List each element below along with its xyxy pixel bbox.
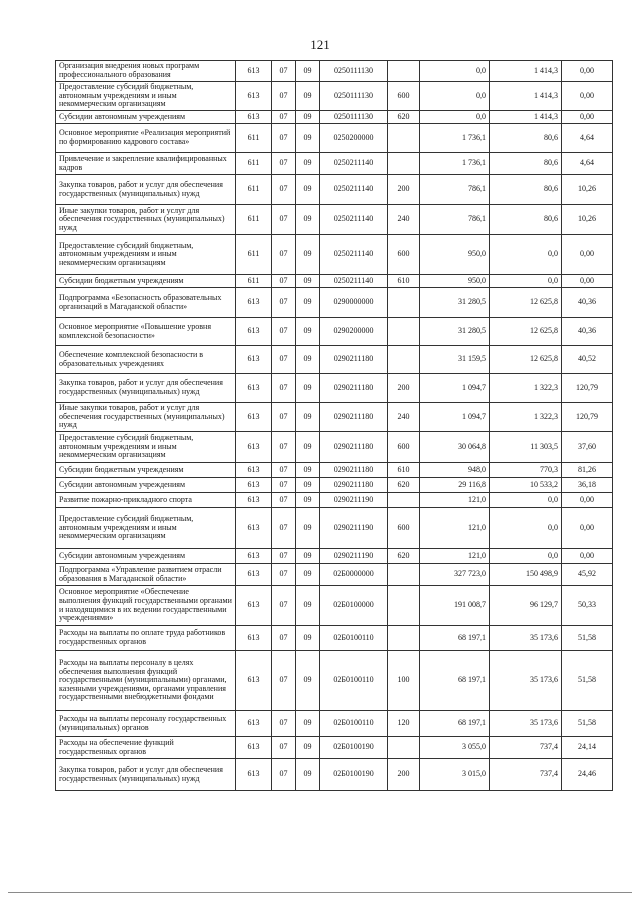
row-percent: 40,36	[562, 318, 613, 346]
table-row	[56, 175, 613, 205]
row-razdel: 07	[272, 346, 296, 374]
row-name: Субсидии автономным учреждениям	[56, 549, 236, 564]
row-vedomstvo: 613	[236, 508, 272, 549]
row-razdel: 07	[272, 61, 296, 82]
table-row	[56, 626, 613, 651]
row-podrazdel: 09	[296, 463, 320, 478]
row-podrazdel: 09	[296, 275, 320, 288]
row-name: Расходы на выплаты персоналу государственных (муниципальных) органов	[56, 711, 236, 737]
row-vid-rashodov: 600	[388, 235, 420, 275]
scan-edge-line	[8, 892, 632, 893]
row-vedomstvo: 613	[236, 586, 272, 626]
row-vedomstvo: 613	[236, 82, 272, 111]
row-razdel: 07	[272, 403, 296, 432]
table-row	[56, 275, 613, 288]
row-fact-amount: 1 322,3	[490, 403, 562, 432]
row-name: Закупка товаров, работ и услуг для обеспечения государственных (муниципальных) нужд	[56, 374, 236, 403]
row-plan-amount: 191 008,7	[420, 586, 490, 626]
row-name: Расходы на выплаты персоналу в целях обеспечения выполнения функций государственными (муниципальными) органами, казенными учреждениями, органами управления государственными внебюджетными фондами	[56, 651, 236, 711]
row-razdel: 07	[272, 651, 296, 711]
row-razdel: 07	[272, 564, 296, 586]
row-name: Предоставление субсидий бюджетным, автономным учреждениям и иным некоммерческим организациям	[56, 508, 236, 549]
row-celevaya-statya: 02Б0100110	[320, 651, 388, 711]
row-vid-rashodov: 620	[388, 549, 420, 564]
table-row	[56, 564, 613, 586]
row-podrazdel: 09	[296, 651, 320, 711]
row-percent: 40,52	[562, 346, 613, 374]
row-plan-amount: 327 723,0	[420, 564, 490, 586]
row-fact-amount: 12 625,8	[490, 346, 562, 374]
row-vedomstvo: 613	[236, 493, 272, 508]
table-row	[56, 318, 613, 346]
row-celevaya-statya: 0290200000	[320, 318, 388, 346]
row-vid-rashodov	[388, 153, 420, 175]
row-fact-amount: 1 414,3	[490, 111, 562, 124]
row-percent: 0,00	[562, 111, 613, 124]
table-row	[56, 61, 613, 82]
row-podrazdel: 09	[296, 374, 320, 403]
row-name: Субсидии бюджетным учреждениям	[56, 275, 236, 288]
row-celevaya-statya: 0290211180	[320, 463, 388, 478]
row-plan-amount: 68 197,1	[420, 711, 490, 737]
row-fact-amount: 12 625,8	[490, 288, 562, 318]
row-celevaya-statya: 0250200000	[320, 124, 388, 153]
row-percent: 24,46	[562, 759, 613, 791]
row-vid-rashodov: 200	[388, 759, 420, 791]
row-plan-amount: 31 159,5	[420, 346, 490, 374]
row-plan-amount: 1 736,1	[420, 153, 490, 175]
row-celevaya-statya: 02Б0100110	[320, 711, 388, 737]
row-fact-amount: 0,0	[490, 508, 562, 549]
row-fact-amount: 0,0	[490, 549, 562, 564]
table-row	[56, 478, 613, 493]
table-row	[56, 374, 613, 403]
table-row	[56, 124, 613, 153]
row-name: Субсидии бюджетным учреждениям	[56, 463, 236, 478]
row-plan-amount: 30 064,8	[420, 432, 490, 463]
row-plan-amount: 0,0	[420, 111, 490, 124]
row-percent: 0,00	[562, 61, 613, 82]
row-celevaya-statya: 02Б0100190	[320, 759, 388, 791]
row-plan-amount: 121,0	[420, 549, 490, 564]
table-row	[56, 737, 613, 759]
row-plan-amount: 121,0	[420, 508, 490, 549]
row-plan-amount: 948,0	[420, 463, 490, 478]
row-percent: 36,18	[562, 478, 613, 493]
row-celevaya-statya: 0290211180	[320, 346, 388, 374]
row-vid-rashodov: 620	[388, 478, 420, 493]
row-plan-amount: 0,0	[420, 82, 490, 111]
row-name: Закупка товаров, работ и услуг для обеспечения государственных (муниципальных) нужд	[56, 175, 236, 205]
row-fact-amount: 1 414,3	[490, 61, 562, 82]
row-fact-amount: 770,3	[490, 463, 562, 478]
row-razdel: 07	[272, 493, 296, 508]
row-podrazdel: 09	[296, 82, 320, 111]
row-podrazdel: 09	[296, 432, 320, 463]
row-name: Основное мероприятие «Реализация мероприятий по формированию кадрового состава»	[56, 124, 236, 153]
row-percent: 40,36	[562, 288, 613, 318]
row-percent: 4,64	[562, 153, 613, 175]
row-vid-rashodov	[388, 626, 420, 651]
row-name: Субсидии автономным учреждениям	[56, 111, 236, 124]
row-name: Предоставление субсидий бюджетным, автономным учреждениям и иным некоммерческим организациям	[56, 82, 236, 111]
row-podrazdel: 09	[296, 493, 320, 508]
row-podrazdel: 09	[296, 153, 320, 175]
row-plan-amount: 786,1	[420, 205, 490, 235]
row-vid-rashodov	[388, 737, 420, 759]
row-vedomstvo: 613	[236, 737, 272, 759]
row-celevaya-statya: 0250211140	[320, 175, 388, 205]
row-percent: 0,00	[562, 82, 613, 111]
row-plan-amount: 786,1	[420, 175, 490, 205]
row-celevaya-statya: 02Б0000000	[320, 564, 388, 586]
row-vid-rashodov: 610	[388, 275, 420, 288]
row-podrazdel: 09	[296, 318, 320, 346]
row-name: Расходы на выплаты по оплате труда работников государственных органов	[56, 626, 236, 651]
row-podrazdel: 09	[296, 403, 320, 432]
row-vid-rashodov	[388, 288, 420, 318]
table-row	[56, 586, 613, 626]
row-percent: 51,58	[562, 651, 613, 711]
row-percent: 81,26	[562, 463, 613, 478]
row-celevaya-statya: 0290211190	[320, 549, 388, 564]
row-vid-rashodov: 100	[388, 651, 420, 711]
row-vid-rashodov	[388, 318, 420, 346]
row-vid-rashodov: 600	[388, 432, 420, 463]
row-celevaya-statya: 02Б0100000	[320, 586, 388, 626]
table-row	[56, 508, 613, 549]
row-percent: 0,00	[562, 493, 613, 508]
row-fact-amount: 96 129,7	[490, 586, 562, 626]
row-plan-amount: 31 280,5	[420, 288, 490, 318]
row-celevaya-statya: 0250111130	[320, 82, 388, 111]
row-fact-amount: 737,4	[490, 759, 562, 791]
row-fact-amount: 12 625,8	[490, 318, 562, 346]
row-name: Предоставление субсидий бюджетным, автономным учреждениям и иным некоммерческим организациям	[56, 432, 236, 463]
row-podrazdel: 09	[296, 564, 320, 586]
row-fact-amount: 80,6	[490, 205, 562, 235]
row-percent: 10,26	[562, 175, 613, 205]
row-celevaya-statya: 0290211190	[320, 508, 388, 549]
table-row	[56, 153, 613, 175]
row-podrazdel: 09	[296, 61, 320, 82]
row-plan-amount: 121,0	[420, 493, 490, 508]
table-row	[56, 493, 613, 508]
row-name: Привлечение и закрепление квалифицированных кадров	[56, 153, 236, 175]
row-razdel: 07	[272, 586, 296, 626]
row-name: Иные закупки товаров, работ и услуг для обеспечения государственных (муниципальных) нужд	[56, 403, 236, 432]
row-name: Предоставление субсидий бюджетным, автономным учреждениям и иным некоммерческим организациям	[56, 235, 236, 275]
row-podrazdel: 09	[296, 759, 320, 791]
row-razdel: 07	[272, 508, 296, 549]
row-razdel: 07	[272, 478, 296, 493]
row-vedomstvo: 611	[236, 124, 272, 153]
row-name: Субсидии автономным учреждениям	[56, 478, 236, 493]
row-vid-rashodov: 600	[388, 508, 420, 549]
row-razdel: 07	[272, 124, 296, 153]
row-name: Развитие пожарно-прикладного спорта	[56, 493, 236, 508]
row-vid-rashodov: 600	[388, 82, 420, 111]
row-percent: 51,58	[562, 626, 613, 651]
row-vedomstvo: 611	[236, 175, 272, 205]
row-celevaya-statya: 0250211140	[320, 275, 388, 288]
row-vedomstvo: 613	[236, 346, 272, 374]
row-fact-amount: 0,0	[490, 493, 562, 508]
row-vid-rashodov	[388, 493, 420, 508]
row-razdel: 07	[272, 153, 296, 175]
row-vedomstvo: 611	[236, 153, 272, 175]
row-plan-amount: 31 280,5	[420, 318, 490, 346]
row-vedomstvo: 611	[236, 235, 272, 275]
table-row	[56, 346, 613, 374]
row-vedomstvo: 613	[236, 626, 272, 651]
table-row	[56, 711, 613, 737]
row-vedomstvo: 613	[236, 111, 272, 124]
row-plan-amount: 1 094,7	[420, 374, 490, 403]
row-name: Основное мероприятие «Повышение уровня комплексной безопасности»	[56, 318, 236, 346]
row-razdel: 07	[272, 432, 296, 463]
row-percent: 37,60	[562, 432, 613, 463]
row-name: Основное мероприятие «Обеспечение выполнения функций государственными органами и находящимися в их ведении государственными учреждениями»	[56, 586, 236, 626]
row-celevaya-statya: 02Б0100110	[320, 626, 388, 651]
row-plan-amount: 3 015,0	[420, 759, 490, 791]
row-vedomstvo: 613	[236, 711, 272, 737]
row-name: Закупка товаров, работ и услуг для обеспечения государственных (муниципальных) нужд	[56, 759, 236, 791]
row-razdel: 07	[272, 463, 296, 478]
row-fact-amount: 80,6	[490, 124, 562, 153]
row-fact-amount: 0,0	[490, 235, 562, 275]
row-name: Расходы на обеспечение функций государственных органов	[56, 737, 236, 759]
row-fact-amount: 1 414,3	[490, 82, 562, 111]
row-razdel: 07	[272, 318, 296, 346]
row-plan-amount: 1 094,7	[420, 403, 490, 432]
row-podrazdel: 09	[296, 586, 320, 626]
row-percent: 4,64	[562, 124, 613, 153]
row-fact-amount: 10 533,2	[490, 478, 562, 493]
row-vedomstvo: 613	[236, 374, 272, 403]
row-podrazdel: 09	[296, 346, 320, 374]
row-vedomstvo: 611	[236, 205, 272, 235]
table-row	[56, 759, 613, 791]
row-fact-amount: 11 303,5	[490, 432, 562, 463]
row-razdel: 07	[272, 111, 296, 124]
row-podrazdel: 09	[296, 626, 320, 651]
row-podrazdel: 09	[296, 175, 320, 205]
table-row	[56, 403, 613, 432]
row-fact-amount: 150 498,9	[490, 564, 562, 586]
row-podrazdel: 09	[296, 205, 320, 235]
table-row	[56, 288, 613, 318]
row-razdel: 07	[272, 275, 296, 288]
row-vid-rashodov: 200	[388, 175, 420, 205]
table-row	[56, 235, 613, 275]
table-row	[56, 432, 613, 463]
row-plan-amount: 950,0	[420, 275, 490, 288]
row-razdel: 07	[272, 82, 296, 111]
row-razdel: 07	[272, 205, 296, 235]
table-row	[56, 205, 613, 235]
table-row	[56, 82, 613, 111]
row-razdel: 07	[272, 235, 296, 275]
row-fact-amount: 737,4	[490, 737, 562, 759]
row-vedomstvo: 613	[236, 478, 272, 493]
row-razdel: 07	[272, 737, 296, 759]
row-percent: 0,00	[562, 508, 613, 549]
row-fact-amount: 35 173,6	[490, 711, 562, 737]
row-vid-rashodov	[388, 61, 420, 82]
row-vid-rashodov: 610	[388, 463, 420, 478]
row-vid-rashodov: 620	[388, 111, 420, 124]
row-percent: 45,92	[562, 564, 613, 586]
row-podrazdel: 09	[296, 711, 320, 737]
budget-table	[55, 60, 613, 791]
row-razdel: 07	[272, 759, 296, 791]
row-razdel: 07	[272, 175, 296, 205]
row-celevaya-statya: 0290211180	[320, 478, 388, 493]
row-podrazdel: 09	[296, 124, 320, 153]
row-vedomstvo: 613	[236, 564, 272, 586]
row-razdel: 07	[272, 288, 296, 318]
row-vedomstvo: 613	[236, 403, 272, 432]
row-podrazdel: 09	[296, 235, 320, 275]
row-vedomstvo: 613	[236, 432, 272, 463]
row-vedomstvo: 613	[236, 463, 272, 478]
row-vedomstvo: 613	[236, 288, 272, 318]
row-vid-rashodov: 240	[388, 205, 420, 235]
row-celevaya-statya: 0250211140	[320, 235, 388, 275]
row-razdel: 07	[272, 549, 296, 564]
row-podrazdel: 09	[296, 508, 320, 549]
row-celevaya-statya: 0290211180	[320, 432, 388, 463]
row-razdel: 07	[272, 374, 296, 403]
row-percent: 0,00	[562, 549, 613, 564]
table-row	[56, 111, 613, 124]
row-percent: 51,58	[562, 711, 613, 737]
row-percent: 24,14	[562, 737, 613, 759]
row-fact-amount: 80,6	[490, 175, 562, 205]
row-celevaya-statya: 0290211190	[320, 493, 388, 508]
row-podrazdel: 09	[296, 288, 320, 318]
row-name: Обеспечение комплексной безопасности в образовательных учреждениях	[56, 346, 236, 374]
row-percent: 0,00	[562, 275, 613, 288]
row-celevaya-statya: 0290000000	[320, 288, 388, 318]
row-celevaya-statya: 02Б0100190	[320, 737, 388, 759]
row-plan-amount: 1 736,1	[420, 124, 490, 153]
table-row	[56, 463, 613, 478]
row-vedomstvo: 611	[236, 275, 272, 288]
row-vid-rashodov	[388, 346, 420, 374]
row-celevaya-statya: 0250211140	[320, 153, 388, 175]
row-percent: 10,26	[562, 205, 613, 235]
page-number: 121	[310, 37, 330, 52]
row-plan-amount: 29 116,8	[420, 478, 490, 493]
row-vedomstvo: 613	[236, 759, 272, 791]
row-razdel: 07	[272, 711, 296, 737]
row-vid-rashodov	[388, 586, 420, 626]
row-fact-amount: 80,6	[490, 153, 562, 175]
row-celevaya-statya: 0250211140	[320, 205, 388, 235]
row-name: Подпрограмма «Безопасность образовательных организаций в Магаданской области»	[56, 288, 236, 318]
row-fact-amount: 1 322,3	[490, 374, 562, 403]
row-fact-amount: 35 173,6	[490, 626, 562, 651]
row-percent: 0,00	[562, 235, 613, 275]
row-vedomstvo: 613	[236, 318, 272, 346]
row-celevaya-statya: 0250111130	[320, 111, 388, 124]
row-celevaya-statya: 0250111130	[320, 61, 388, 82]
row-name: Подпрограмма «Управление развитием отрасли образования в Магаданской области»	[56, 564, 236, 586]
table-row	[56, 549, 613, 564]
row-plan-amount: 68 197,1	[420, 651, 490, 711]
row-podrazdel: 09	[296, 737, 320, 759]
row-vedomstvo: 613	[236, 61, 272, 82]
row-fact-amount: 35 173,6	[490, 651, 562, 711]
row-vid-rashodov: 200	[388, 374, 420, 403]
row-vid-rashodov	[388, 124, 420, 153]
row-celevaya-statya: 0290211180	[320, 403, 388, 432]
row-vid-rashodov: 240	[388, 403, 420, 432]
table-row	[56, 651, 613, 711]
row-podrazdel: 09	[296, 111, 320, 124]
row-vedomstvo: 613	[236, 651, 272, 711]
row-plan-amount: 68 197,1	[420, 626, 490, 651]
row-razdel: 07	[272, 626, 296, 651]
row-name: Иные закупки товаров, работ и услуг для обеспечения государственных (муниципальных) нужд	[56, 205, 236, 235]
row-celevaya-statya: 0290211180	[320, 374, 388, 403]
row-fact-amount: 0,0	[490, 275, 562, 288]
row-vid-rashodov: 120	[388, 711, 420, 737]
row-vedomstvo: 613	[236, 549, 272, 564]
row-percent: 120,79	[562, 374, 613, 403]
row-percent: 50,33	[562, 586, 613, 626]
row-podrazdel: 09	[296, 549, 320, 564]
row-plan-amount: 3 055,0	[420, 737, 490, 759]
row-vid-rashodov	[388, 564, 420, 586]
row-plan-amount: 0,0	[420, 61, 490, 82]
row-percent: 120,79	[562, 403, 613, 432]
row-name: Организация внедрения новых программ профессионального образования	[56, 61, 236, 82]
row-podrazdel: 09	[296, 478, 320, 493]
row-plan-amount: 950,0	[420, 235, 490, 275]
